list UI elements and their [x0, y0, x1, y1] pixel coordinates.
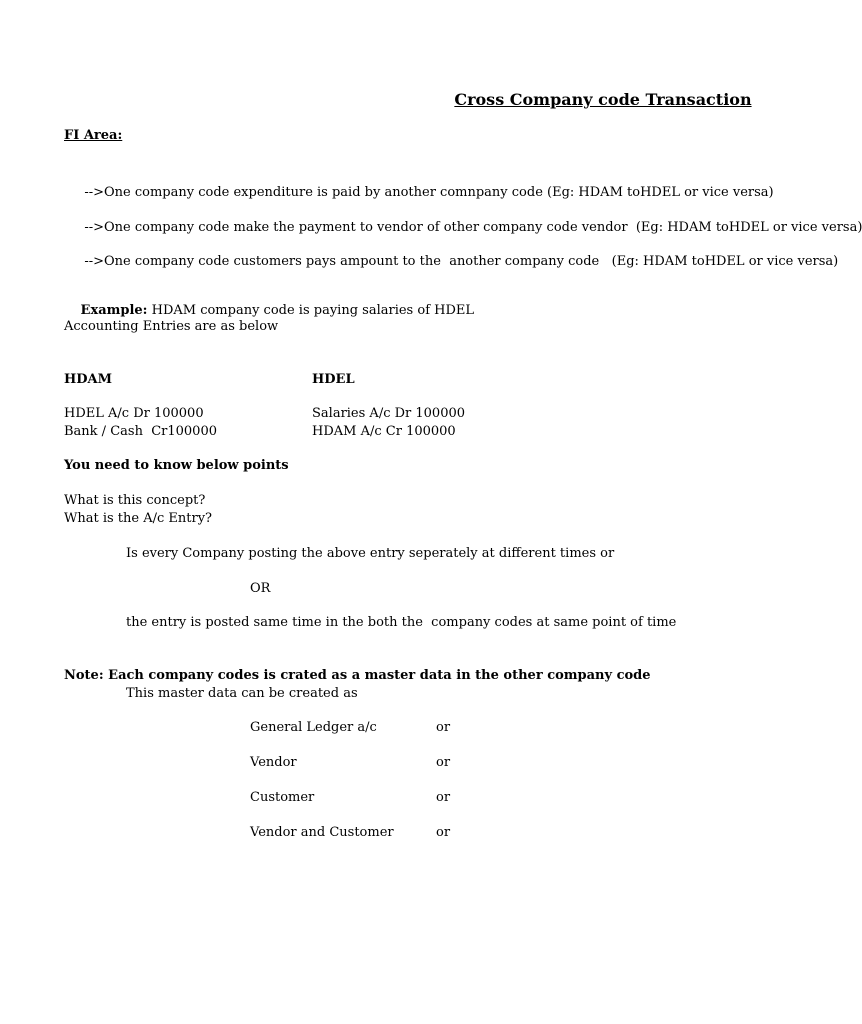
master-option-4-label: Vendor and Customer	[250, 825, 394, 840]
fi-point-2-clip	[64, 197, 862, 235]
entries-left-line-1: HDEL A/c Dr 100000	[64, 406, 204, 421]
fi-point-1-clip	[64, 162, 774, 200]
title-clip	[434, 70, 752, 109]
fi-point-1: -->One company code expenditure is paid by another comnpany code (Eg: HDAM toHDEL or vice versa)	[84, 185, 774, 200]
master-option-4-suffix: or	[436, 825, 451, 840]
entries-right-line-1: Salaries A/c Dr 100000	[312, 406, 466, 421]
page-title: Cross Company code Transaction	[454, 90, 752, 109]
entries-right-line-2: HDAM A/c Cr 100000	[312, 424, 456, 439]
example-label: Example:	[80, 303, 148, 318]
fi-point-3: -->One company code customers pays ampount to the another company code (Eg: HDAM toHDEL or vice versa)	[84, 254, 839, 269]
option-a: Is every Company posting the above entry seperately at different times or	[126, 546, 615, 561]
fi-point-2: -->One company code make the payment to vendor of other company code vendor (Eg: HDAM toHDEL or vice versa)	[84, 220, 862, 235]
entries-right-heading: HDEL	[312, 372, 355, 387]
note-text: Note: Each company codes is crated as a master data in the other company code	[64, 668, 651, 683]
master-option-2-suffix: or	[436, 755, 451, 770]
option-b: the entry is posted same time in the both the company codes at same point of time	[126, 615, 677, 630]
master-option-1-label: General Ledger a/c	[250, 720, 377, 735]
fi-area-heading: FI Area:	[64, 128, 123, 143]
entries-left-line-2: Bank / Cash Cr100000	[64, 424, 217, 439]
entries-left-heading: HDAM	[64, 372, 113, 387]
question-1: What is this concept?	[64, 493, 206, 508]
example-text: HDAM company code is paying salaries of HDEL	[147, 303, 475, 318]
master-option-3-suffix: or	[436, 790, 451, 805]
know-points-heading: You need to know below points	[64, 458, 289, 473]
accounting-intro: Accounting Entries are as below	[64, 319, 279, 334]
note-sub: This master data can be created as	[126, 686, 358, 701]
or-text: OR	[250, 581, 271, 596]
master-option-2-label: Vendor	[250, 755, 297, 770]
master-option-3-label: Customer	[250, 790, 315, 805]
fi-point-3-clip	[64, 231, 839, 269]
master-option-1-suffix: or	[436, 720, 451, 735]
question-2: What is the A/c Entry?	[64, 511, 213, 526]
